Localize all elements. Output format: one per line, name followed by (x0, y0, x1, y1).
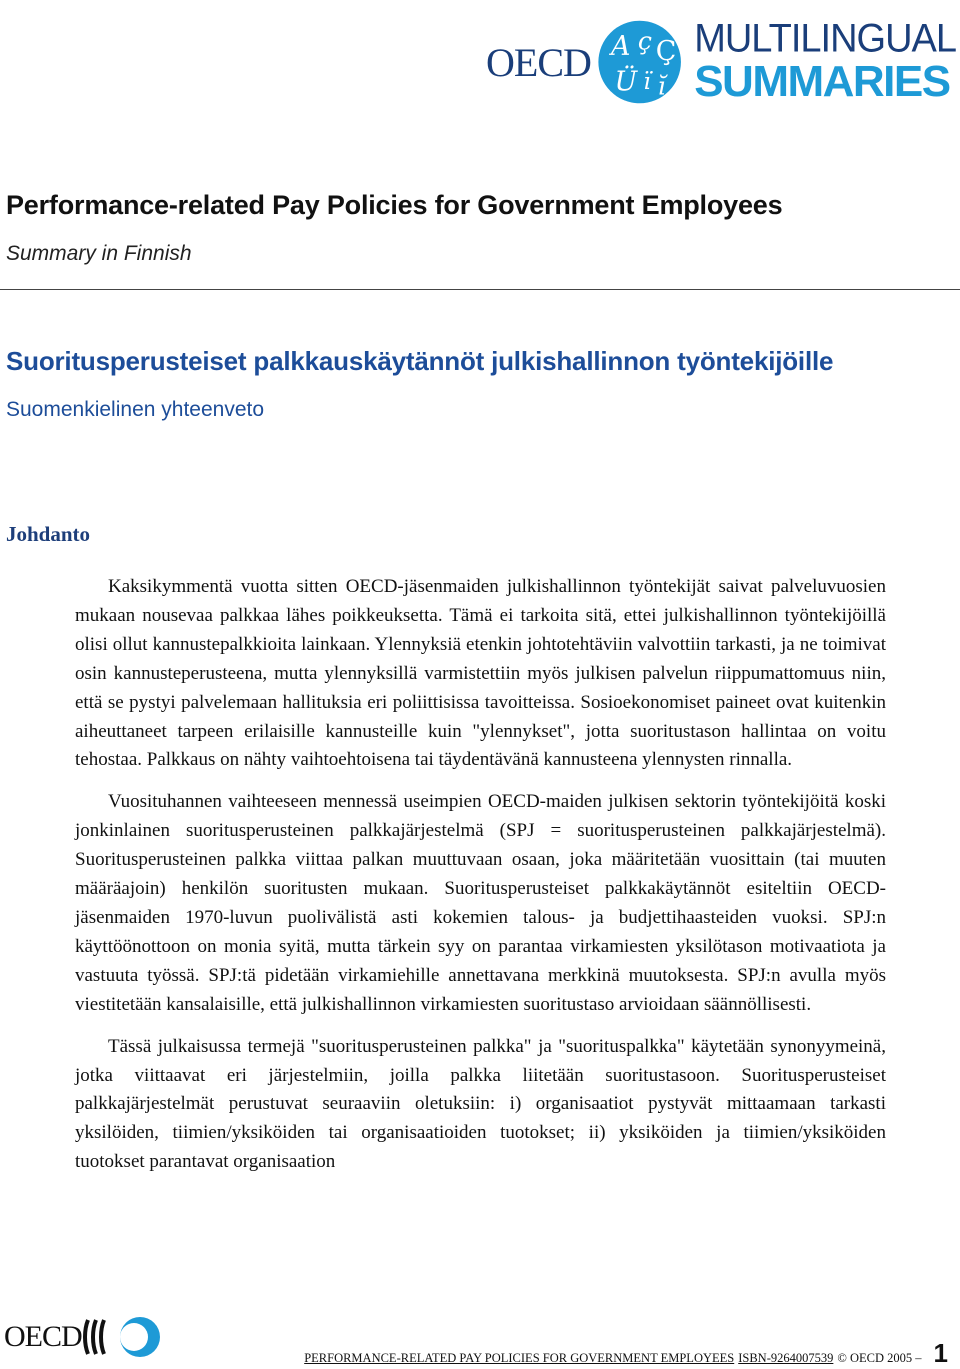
logo-summaries-text: SUMMARIES (694, 57, 950, 106)
oecd-multilingual-summaries-logo (472, 6, 956, 118)
body-paragraph: Kaksikymmentä vuotta sitten OECD-jäsenmaiden julkishallinnon työntekijät saivat palveluvuosien mukaan nousevaa palkkaa lähes poikkeuksetta. Tämä ei tarkoita sitä, ettei julkishallinnon työntekijöillä olisi ollut kannustepalkkioita lainkaan. Ylennyksiä etenkin johtotehtäviin valvottiin tarkasti, ja ne toimivat osin kannusteperusteena, mutta ylennyksillä varmistettiin myös julkisen palvelun riippumattomuus niin, että se pystyi palvelemaan hallituksia eri poliittisissa tavoitteissa. Sosioekonomiset paineet ovat kuitenkin aiheuttaneet tarpeen erilaisille kannusteille kuin "ylennykset", jotta suoritustason hallintaa on voitu tehostaa. Palkkaus on nähty vaihtoehtoisena tai täydentävänä kannusteena ylennysten rinnalla. (75, 576, 886, 771)
logo-wordmark (694, 16, 956, 106)
footer-oecd-logo (4, 1314, 166, 1360)
svg-text:Ü: Ü (614, 66, 638, 98)
section-heading-johdanto: Johdanto (6, 522, 91, 546)
footer-page-number: 1 (933, 1338, 948, 1368)
document-title-english: Performance-related Pay Policies for Government Employees (6, 190, 783, 220)
oecd-emblem-icon (82, 1314, 166, 1360)
footer-copyright: © OECD 2005 – (837, 1351, 922, 1365)
footer-running-text (304, 1338, 948, 1369)
footer-oecd-text: OECD (4, 1320, 82, 1353)
title-divider (0, 289, 960, 290)
svg-text:ç: ç (637, 26, 652, 56)
multilingual-glyphs-icon (593, 12, 686, 112)
svg-text:ï: ï (643, 67, 651, 95)
document-title-finnish: Suoritusperusteiset palkkauskäytännöt julkishallinnon työntekijöille (6, 346, 834, 376)
footer-isbn: ISBN-9264007539 (738, 1351, 834, 1365)
body-paragraph: Vuosituhannen vaihteeseen mennessä useimpien OECD-maiden julkisen sektorin työntekijöitä koski jonkinlainen suoritusperusteinen palkkajärjestelmä (SPJ = suoritusperusteinen palkkajärjestelmä). Suoritusperusteinen palkka viittaa palkan muuttuvaan osaan, joka määritetään vuosittain (tai muuten määräajoin) henkilön suoritusten mukaan. Suoritusperusteiset palkkakäytännöt esiteltiin OECD-jäsenmaiden 1970-luvun puolivälistä asti kokemien talous- ja budjettihaasteiden vuoksi. SPJ:n käyttöönottoon on monia syitä, mutta tärkein syy on parantaa virkamiesten yksilötason motivaatiota ja vastuuta työssä. SPJ:tä pidetään virkamiehille annettavana merkkinä muutoksesta. SPJ:n avulla myös viestitetään kansalaisille, että julkishallinnon virkamiesten suoritustaso arvioidaan säännöllisesti. (75, 791, 886, 1015)
document-subtitle-english: Summary in Finnish (6, 242, 192, 265)
footer-publication-title: PERFORMANCE-RELATED PAY POLICIES FOR GOVERNMENT EMPLOYEES (304, 1351, 735, 1365)
svg-text:ĭ: ĭ (657, 71, 666, 101)
document-subtitle-finnish: Suomenkielinen yhteenveto (6, 398, 265, 421)
body-paragraph: Tässä julkaisussa termejä "suoritusperusteinen palkka" ja "suorituspalkka" käytetään synonyymeinä, jotka viittaavat eri järjestelmiin, joilla palkka liitetään suoritustasoon. Suoritusperusteiset palkkajärjestelmät perustuvat seuraaviin oletuksiin: i) organisaatiot pystyvät mittaamaan tarkasti yksilöiden, tiimien/yksiköiden tai organisaatioiden tuotokset; ii) yksiköiden ja tiimien/yksiköiden tuotokset parantavat organisaation (75, 1035, 886, 1173)
logo-multilingual-text: MULTILINGUAL (694, 16, 956, 62)
body-text (75, 573, 886, 1190)
svg-text:A: A (610, 30, 631, 62)
svg-text:Ç: Ç (655, 36, 677, 68)
logo-oecd-text: OECD (486, 39, 591, 85)
